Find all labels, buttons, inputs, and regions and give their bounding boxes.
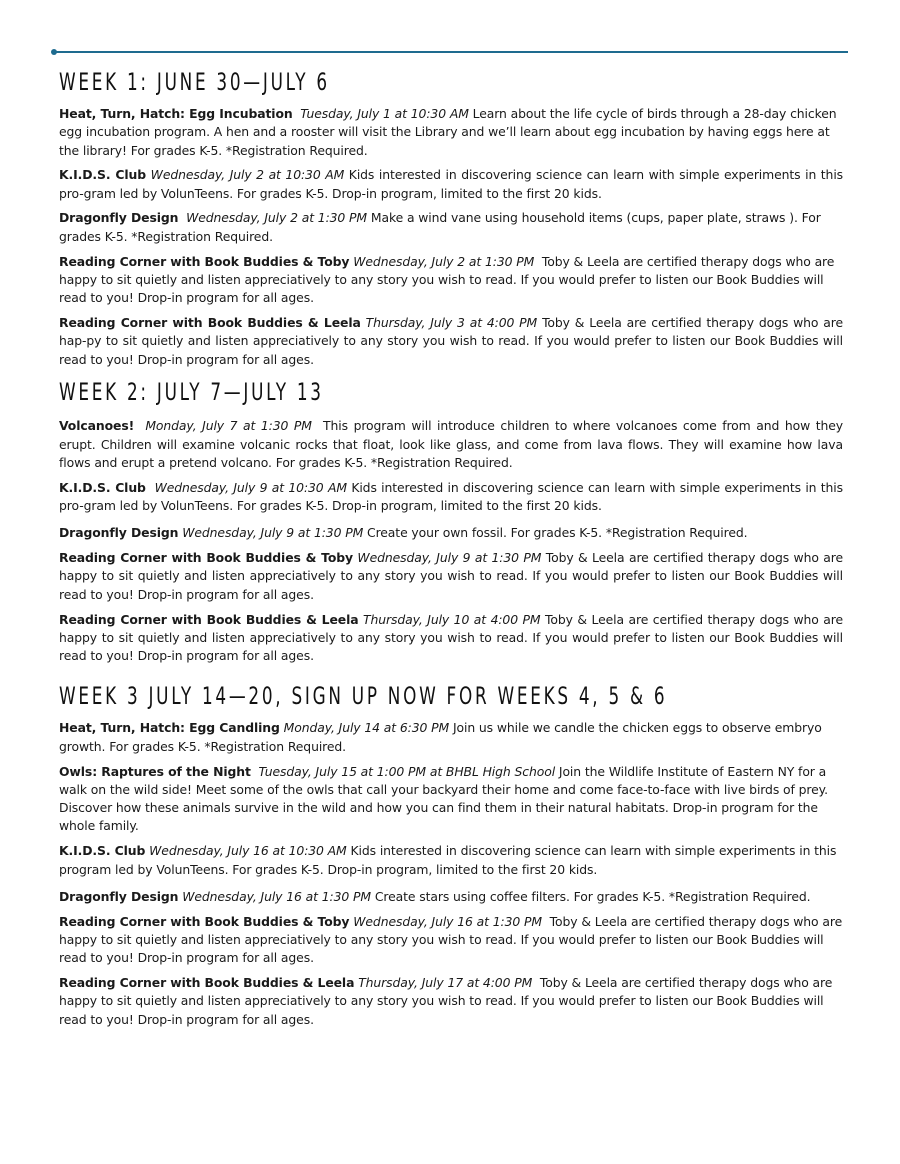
event-title: Volcanoes! xyxy=(59,418,135,434)
event-item xyxy=(59,888,843,906)
event-description: Toby & Leela are certified therapy dogs who are happy to sit quietly and listen appreciatively to any story you wish to read. If you would prefer to listen our Book Buddies will read to you! Drop-in program for all ages. xyxy=(59,550,843,602)
event-title: Heat, Turn, Hatch: Egg Candling xyxy=(59,720,280,736)
event-description: Create your own fossil. For grades K-5. *Registration Required. xyxy=(367,525,748,541)
event-description: Learn about the life cycle of birds through a 28-day chicken egg incubation program. A hen and a rooster will visit the Library and we’ll learn about egg incubation by having eggs here at the library! For grades K-5. *Registration Required. xyxy=(59,106,837,158)
event-item xyxy=(59,763,843,836)
week-3-section xyxy=(59,679,843,1028)
week-heading: WEEK 3 JULY 14—20, SIGN UP NOW FOR WEEKS 4, 5 & 6 xyxy=(59,682,668,711)
event-datetime: Tuesday, July 15 at 1:00 PM at BHBL High School xyxy=(258,763,556,779)
event-item xyxy=(59,549,843,604)
event-description: Make a wind vane using household items (cups, paper plate, straws ). For grades K-5. *Registration Required. xyxy=(59,210,821,244)
event-datetime: Wednesday, July 16 at 10:30 AM xyxy=(149,843,347,859)
event-datetime: Wednesday, July 2 at 10:30 AM xyxy=(150,167,345,183)
event-title: K.I.D.S. Club xyxy=(59,167,147,183)
event-description: Toby & Leela are certified therapy dogs who are happy to sit quietly and listen appreciatively to any story you wish to read. If you would prefer to listen our Book Buddies will read to you! Drop-in program for all ages. xyxy=(59,974,833,1027)
event-item xyxy=(59,314,843,369)
event-title: Reading Corner with Book Buddies & Toby xyxy=(59,253,350,269)
event-datetime: Monday, July 7 at 1:30 PM xyxy=(145,418,312,434)
event-item xyxy=(59,842,843,879)
event-description: Kids interested in discovering science can learn with simple experiments in this pro-gram led by VolunTeens. For grades K-5. Drop-in program, limited to the first 20 kids. xyxy=(59,167,844,201)
event-item xyxy=(59,913,843,968)
event-title: Reading Corner with Book Buddies & Leela xyxy=(59,611,359,627)
event-title: Reading Corner with Book Buddies & Leela xyxy=(59,314,361,330)
event-description: Toby & Leela are certified therapy dogs who are hap-py to sit quietly and listen appreciatively to any story you wish to read. If you would prefer to listen our Book Buddies will read to you! Drop-in program for all ages. xyxy=(59,314,844,367)
event-datetime: Wednesday, July 16 at 1:30 PM xyxy=(182,888,371,904)
event-item xyxy=(59,417,843,472)
week-2-section xyxy=(59,375,843,665)
header-rule xyxy=(54,51,848,53)
event-item xyxy=(59,479,843,516)
event-datetime: Tuesday, July 1 at 10:30 AM xyxy=(300,106,469,121)
event-item xyxy=(59,974,843,1029)
event-title: Reading Corner with Book Buddies & Toby xyxy=(59,913,350,929)
event-description: Toby & Leela are certified therapy dogs who are happy to sit quietly and listen appreciatively to any story you wish to read. If you would prefer to listen our Book Buddies will read to you! Drop-in program for all ages. xyxy=(59,611,844,664)
event-description: Toby & Leela are certified therapy dogs who are happy to sit quietly and listen appreciatively to any story you wish to read. If you would prefer to listen our Book Buddies will read to you! Drop-in program for all ages. xyxy=(59,253,835,306)
event-item xyxy=(59,719,843,756)
event-datetime: Wednesday, July 2 at 1:30 PM xyxy=(186,210,368,226)
event-description: Kids interested in discovering science can learn with simple experiments in this program led by VolunTeens. For grades K-5. Drop-in program, limited to the first 20 kids. xyxy=(59,843,837,877)
event-datetime: Wednesday, July 16 at 1:30 PM xyxy=(353,913,542,929)
event-title: Reading Corner with Book Buddies & Leela xyxy=(59,974,355,990)
event-datetime: Thursday, July 3 at 4:00 PM xyxy=(365,314,538,330)
event-title: Reading Corner with Book Buddies & Toby xyxy=(59,550,353,566)
event-description: This program will introduce children to where volcanoes come from and how they erupt. Children will examine volcanic rocks that float, look like glass, and come from lava flows. They will examine how lava flows and erupt a pretend volcano. For grades K-5. *Registration Required. xyxy=(59,418,843,470)
schedule-content xyxy=(59,62,843,1035)
event-title: K.I.D.S. Club xyxy=(59,479,146,495)
event-description: Kids interested in discovering science can learn with simple experiments in this pro-gram led by VolunTeens. For grades K-5. Drop-in program, limited to the first 20 kids. xyxy=(59,479,843,514)
header-rule-dot xyxy=(51,49,57,55)
event-item xyxy=(59,611,843,666)
event-datetime: Wednesday, July 9 at 1:30 PM xyxy=(357,550,542,566)
event-description: Join the Wildlife Institute of Eastern NY for a walk on the wild side! Meet some of the owls that call your backyard their home and come face-to-face with live birds of prey. Discover how these animals survive in the wild and how you can find them in their natural habitats. Drop-in program for the whole family. xyxy=(59,763,828,834)
week-heading: WEEK 2: JULY 7—JULY 13 xyxy=(59,378,324,407)
event-item xyxy=(59,166,843,203)
week-1-section xyxy=(59,65,843,369)
week-heading: WEEK 1: JUNE 30—JULY 6 xyxy=(59,68,330,96)
event-title: K.I.D.S. Club xyxy=(59,843,146,859)
event-item xyxy=(59,105,843,160)
event-title: Owls: Raptures of the Night xyxy=(59,763,251,779)
event-title: Dragonfly Design xyxy=(59,525,179,541)
event-description: Join us while we candle the chicken eggs to observe embryo growth. For grades K-5. *Registration Required. xyxy=(59,720,822,754)
event-datetime: Wednesday, July 9 at 1:30 PM xyxy=(182,525,364,541)
event-item xyxy=(59,524,843,542)
event-description: Toby & Leela are certified therapy dogs who are happy to sit quietly and listen appreciatively to any story you wish to read. If you would prefer to listen our Book Buddies will read to you! Drop-in program for all ages. xyxy=(59,913,843,966)
event-datetime: Thursday, July 17 at 4:00 PM xyxy=(358,974,533,990)
event-title: Heat, Turn, Hatch: Egg Incubation xyxy=(59,106,293,121)
event-datetime: Wednesday, July 2 at 1:30 PM xyxy=(353,253,535,269)
event-item xyxy=(59,253,843,308)
event-description: Create stars using coffee filters. For grades K-5. *Registration Required. xyxy=(374,888,811,904)
event-title: Dragonfly Design xyxy=(59,888,179,904)
event-datetime: Thursday, July 10 at 4:00 PM xyxy=(363,611,541,627)
event-item xyxy=(59,209,843,246)
event-datetime: Monday, July 14 at 6:30 PM xyxy=(283,720,450,736)
event-datetime: Wednesday, July 9 at 10:30 AM xyxy=(154,479,347,495)
event-title: Dragonfly Design xyxy=(59,210,179,226)
